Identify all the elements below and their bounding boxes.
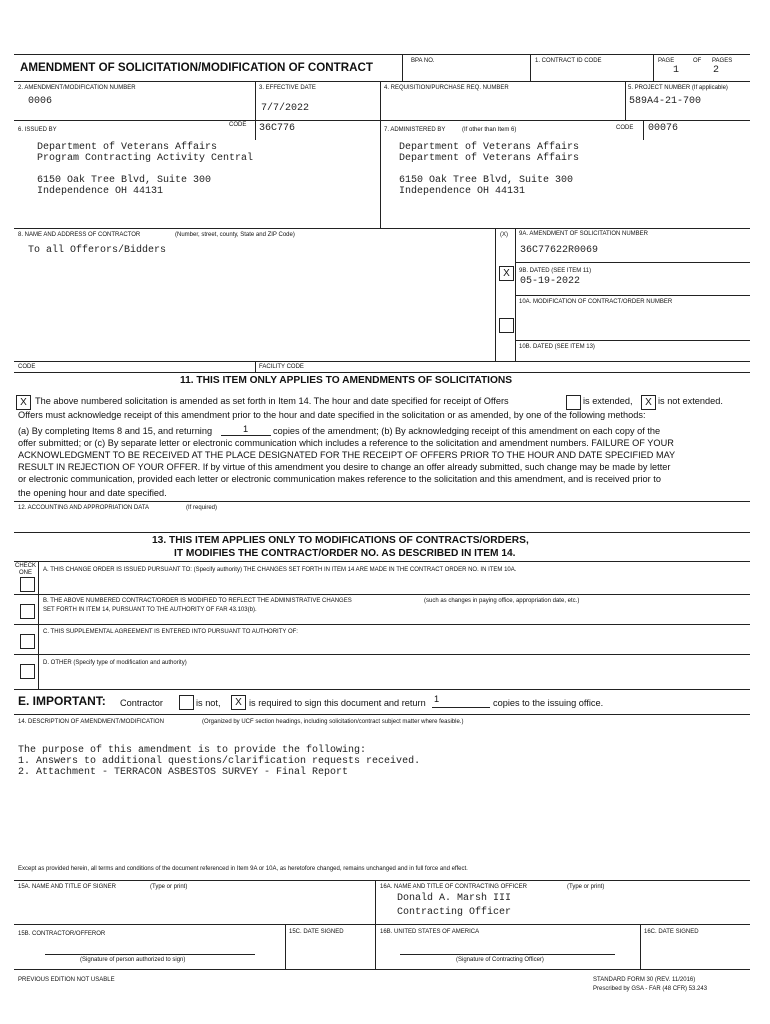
item11-line8: the opening hour and date specified.: [18, 488, 167, 498]
item13d-text: D. OTHER (Specify type of modification and authority): [43, 660, 187, 666]
item12-label: 12. ACCOUNTING AND APPROPRIATION DATA: [18, 505, 150, 511]
vline-code6: [255, 120, 256, 140]
item14-line2: 1. Answers to additional questions/clarification requests received.: [18, 756, 421, 767]
bpa-label: BPA NO.: [411, 58, 435, 64]
amend-solicitation-label: 9A. AMENDMENT OF SOLICITATION NUMBER: [519, 231, 649, 237]
rule-row2: [14, 81, 750, 82]
prescribed-label: Prescribed by GSA - FAR (48 CFR) 53.243: [593, 986, 708, 992]
usa-label: 16B. UNITED STATES OF AMERICA: [380, 929, 480, 935]
signer-label: 15A. NAME AND TITLE OF SIGNER: [18, 884, 116, 890]
checkbox-13d[interactable]: [20, 664, 35, 679]
project-number-label: 5. PROJECT NUMBER (If applicable): [628, 85, 728, 91]
officer-name: Donald A. Marsh III: [397, 893, 512, 904]
vline-contractid: [530, 54, 531, 82]
checkbox-13c[interactable]: [20, 634, 35, 649]
vline-page: [653, 54, 654, 82]
item11-line3a: (a) By completing Items 8 and 15, and returning: [18, 426, 213, 436]
not-extended-label: is not extended.: [658, 396, 723, 406]
item11-line3b: copies of the amendment; (b) By acknowledging receipt of this amendment on each copy of the: [273, 426, 661, 436]
administered-by-label: 7. ADMINISTERED BY: [384, 127, 446, 133]
dated-9b-value: 05-19-2022: [520, 276, 581, 287]
check-one-label1: CHECK: [15, 563, 37, 569]
important-copies-value: 1: [434, 694, 440, 704]
issued-by-label: 6. ISSUED BY: [18, 127, 57, 133]
page-label: PAGE: [658, 58, 675, 64]
top-border: [14, 54, 750, 55]
item12-note: (If required): [186, 505, 218, 511]
facility-code-label: FACILITY CODE: [259, 364, 304, 370]
admin-code-value: 00076: [648, 123, 679, 134]
item11-line5: ACKNOWLEDGMENT TO BE RECEIVED AT THE PLACE DESIGNATED FOR THE RECEIPT OF OFFERS PRIOR TO THE HOUR AND DATE SPECIFIED MAY: [18, 450, 676, 460]
rule-9b: [515, 262, 750, 263]
rule-10a: [515, 295, 750, 296]
issued-line4: Independence OH 44131: [37, 186, 164, 197]
issued-line2: Program Contracting Activity Central: [37, 153, 254, 164]
vline-code7: [643, 120, 644, 140]
item13b-text1: B. THE ABOVE NUMBERED CONTRACT/ORDER IS MODIFIED TO REFLECT THE ADMINISTRATIVE CHANGES: [43, 598, 352, 604]
admin-line3: 6150 Oak Tree Blvd, Suite 300: [399, 175, 574, 186]
important-required-text: is required to sign this document and return: [249, 698, 426, 708]
project-number-value: 589A4-21-700: [629, 96, 702, 107]
item11-line6: RESULT IN REJECTION OF YOUR OFFER. If by virtue of this amendment you desire to change an offer already submitted, such change may be made by letter: [18, 462, 671, 472]
officer-label: 16A. NAME AND TITLE OF CONTRACTING OFFICER: [380, 884, 527, 890]
officer-title: Contracting Officer: [397, 907, 512, 918]
rule-important: [14, 689, 750, 690]
item14-line3: 2. Attachment - TERRACON ASBESTOS SURVEY - Final Report: [18, 767, 349, 778]
rule-item12: [14, 501, 750, 502]
signature-person-label: (Signature of person authorized to sign): [80, 957, 186, 963]
of-label: OF: [693, 58, 702, 64]
admin-line1: Department of Veterans Affairs: [399, 142, 580, 153]
rule-bottom: [14, 969, 750, 970]
rule-item14: [14, 714, 750, 715]
requisition-label: 4. REQUISITION/PURCHASE REQ. NUMBER: [384, 85, 509, 91]
item11-line1: The above numbered solicitation is amended as set forth in Item 14. The hour and date specified for receipt of Offers: [35, 396, 509, 406]
contractor-offeror-label: 15B. CONTRACTOR/OFFEROR: [18, 931, 106, 937]
vline-9a: [515, 228, 516, 361]
admin-code-label: CODE: [616, 125, 634, 131]
item11-copies-value: 1: [243, 424, 249, 434]
vline-req: [380, 81, 381, 228]
important-label: E. IMPORTANT:: [18, 694, 106, 708]
item14-line1: The purpose of this amendment is to provide the following:: [18, 745, 367, 756]
item13-heading1: 13. THIS ITEM APPLIES ONLY TO MODIFICATIONS OF CONTRACTS/ORDERS,: [152, 535, 529, 546]
previous-edition-label: PREVIOUS EDITION NOT USABLE: [18, 977, 115, 983]
amendment-number-value: 0006: [28, 96, 53, 107]
rule-row6: [14, 120, 750, 121]
item13-heading2: IT MODIFIES THE CONTRACT/ORDER NO. AS DESCRIBED IN ITEM 14.: [174, 548, 516, 559]
check-one-label2: ONE: [19, 570, 33, 576]
amend-solicitation-value: 36C77622R0069: [520, 245, 599, 256]
signer-note: (Type or print): [150, 884, 188, 890]
rule-code: [14, 361, 750, 362]
vline-16c: [640, 924, 641, 969]
checkbox-extended[interactable]: [566, 395, 581, 410]
rule-sig-left: [45, 954, 255, 955]
checkbox-10[interactable]: [499, 318, 514, 333]
amendment-number-label: 2. AMENDMENT/MODIFICATION NUMBER: [18, 85, 136, 91]
item14-note: (Organized by UCF section headings, including solicitation/contract subject matter where feasible.): [202, 719, 464, 725]
item14-label: 14. DESCRIPTION OF AMENDMENT/MODIFICATION: [18, 719, 164, 725]
rule-item11: [14, 372, 750, 373]
rule-13c: [14, 624, 750, 625]
issued-code-value: 36C776: [259, 123, 296, 134]
checkbox-13b[interactable]: [20, 604, 35, 619]
issued-line3: 6150 Oak Tree Blvd, Suite 300: [37, 175, 212, 186]
issued-code-label: CODE: [229, 122, 247, 128]
item13b-text2: SET FORTH IN ITEM 14, PURSUANT TO THE AUTHORITY OF FAR 43.103(b).: [43, 607, 257, 613]
signature-officer-label: (Signature of Contracting Officer): [456, 957, 544, 963]
rule-row8: [14, 228, 750, 229]
form-title: AMENDMENT OF SOLICITATION/MODIFICATION OF CONTRACT: [20, 61, 373, 74]
rule-10b: [515, 340, 750, 341]
x-column-label: (X): [500, 232, 508, 238]
item11-line2: Offers must acknowledge receipt of this amendment prior to the hour and date specified in the solicitation or as amended, by one of the following methods:: [18, 410, 646, 420]
item11-line7: or electronic communication, provided each letter or electronic communication makes reference to the solicitation and this amendment, and is received prior to: [18, 474, 661, 484]
contractor-code-label: CODE: [18, 364, 36, 370]
administered-by-note: (If other than Item 6): [462, 127, 517, 133]
checkbox-not-extended[interactable]: X: [641, 395, 656, 410]
checkbox-is-required[interactable]: X: [231, 695, 246, 710]
standard-form-label: STANDARD FORM 30 (REV. 11/2016): [593, 977, 696, 983]
rule-footer: [14, 880, 750, 881]
contract-id-label: 1. CONTRACT ID CODE: [535, 58, 602, 64]
important-copies-text: copies to the issuing office.: [493, 698, 604, 708]
rule-13d: [14, 654, 750, 655]
vline-check13: [38, 561, 39, 689]
vline-15c: [285, 924, 286, 969]
except-text: Except as provided herein, all terms and conditions of the document referenced in Item 9A or 10A, as heretofore changed, remains unchanged and in full force and effect.: [18, 866, 468, 872]
checkbox-amended[interactable]: X: [16, 395, 31, 410]
vline-16a: [375, 880, 376, 969]
rule-item13: [14, 532, 750, 533]
officer-note: (Type or print): [567, 884, 605, 890]
effective-date-label: 3. EFFECTIVE DATE: [259, 85, 316, 91]
contractor-label: 8. NAME AND ADDRESS OF CONTRACTOR: [18, 232, 141, 238]
item13c-text: C. THIS SUPPLEMENTAL AGREEMENT IS ENTERED INTO PURSUANT TO AUTHORITY OF:: [43, 629, 298, 635]
copies-underline: [221, 435, 271, 436]
contractor-value: To all Offerors/Bidders: [28, 245, 167, 256]
date-15c-label: 15C. DATE SIGNED: [289, 929, 344, 935]
item13a-text: A. THIS CHANGE ORDER IS ISSUED PURSUANT TO: (Specify authority) THE CHANGES SET FORTH IN ITEM 14 ARE MADE IN THE CONTRACT ORDER NO. IN ITEM 10A.: [43, 567, 517, 573]
important-is-not: is not,: [196, 698, 221, 708]
date-16c-label: 16C. DATE SIGNED: [644, 929, 699, 935]
rule-sig-right: [400, 954, 615, 955]
issued-line1: Department of Veterans Affairs: [37, 142, 218, 153]
vline-bpa: [402, 54, 403, 82]
rule-13a: [14, 561, 750, 562]
vline-proj: [625, 81, 626, 120]
checkbox-13a[interactable]: [20, 577, 35, 592]
admin-line2: Department of Veterans Affairs: [399, 153, 580, 164]
contractor-note: (Number, street, county, State and ZIP Code): [175, 232, 295, 238]
pages-value: 2: [713, 65, 720, 76]
dated-10b-label: 10B. DATED (SEE ITEM 13): [519, 344, 595, 350]
item11-line4: offer submitted; or (c) By separate letter or electronic communication which includes a reference to the solicitation and amendment numbers. FAILURE OF YOUR: [18, 438, 674, 448]
important-contractor: Contractor: [120, 698, 163, 708]
vline-x: [495, 228, 496, 361]
checkbox-is-not[interactable]: [179, 695, 194, 710]
important-copies-underline: [432, 707, 490, 708]
admin-line4: Independence OH 44131: [399, 186, 526, 197]
page-value: 1: [673, 65, 680, 76]
checkbox-9b[interactable]: X: [499, 266, 514, 281]
pages-label: PAGES: [712, 58, 733, 64]
dated-9b-label: 9B. DATED (SEE ITEM 11): [519, 268, 592, 274]
modification-contract-label: 10A. MODIFICATION OF CONTRACT/ORDER NUMBER: [519, 299, 673, 305]
extended-label: is extended,: [583, 396, 633, 406]
item13b-note: (such as changes in paying office, appropriation date, etc.): [424, 598, 580, 604]
effective-date-value: 7/7/2022: [261, 103, 310, 114]
vline-facility: [255, 361, 256, 372]
rule-13b: [14, 594, 750, 595]
item11-heading: 11. THIS ITEM ONLY APPLIES TO AMENDMENTS OF SOLICITATIONS: [180, 375, 513, 386]
